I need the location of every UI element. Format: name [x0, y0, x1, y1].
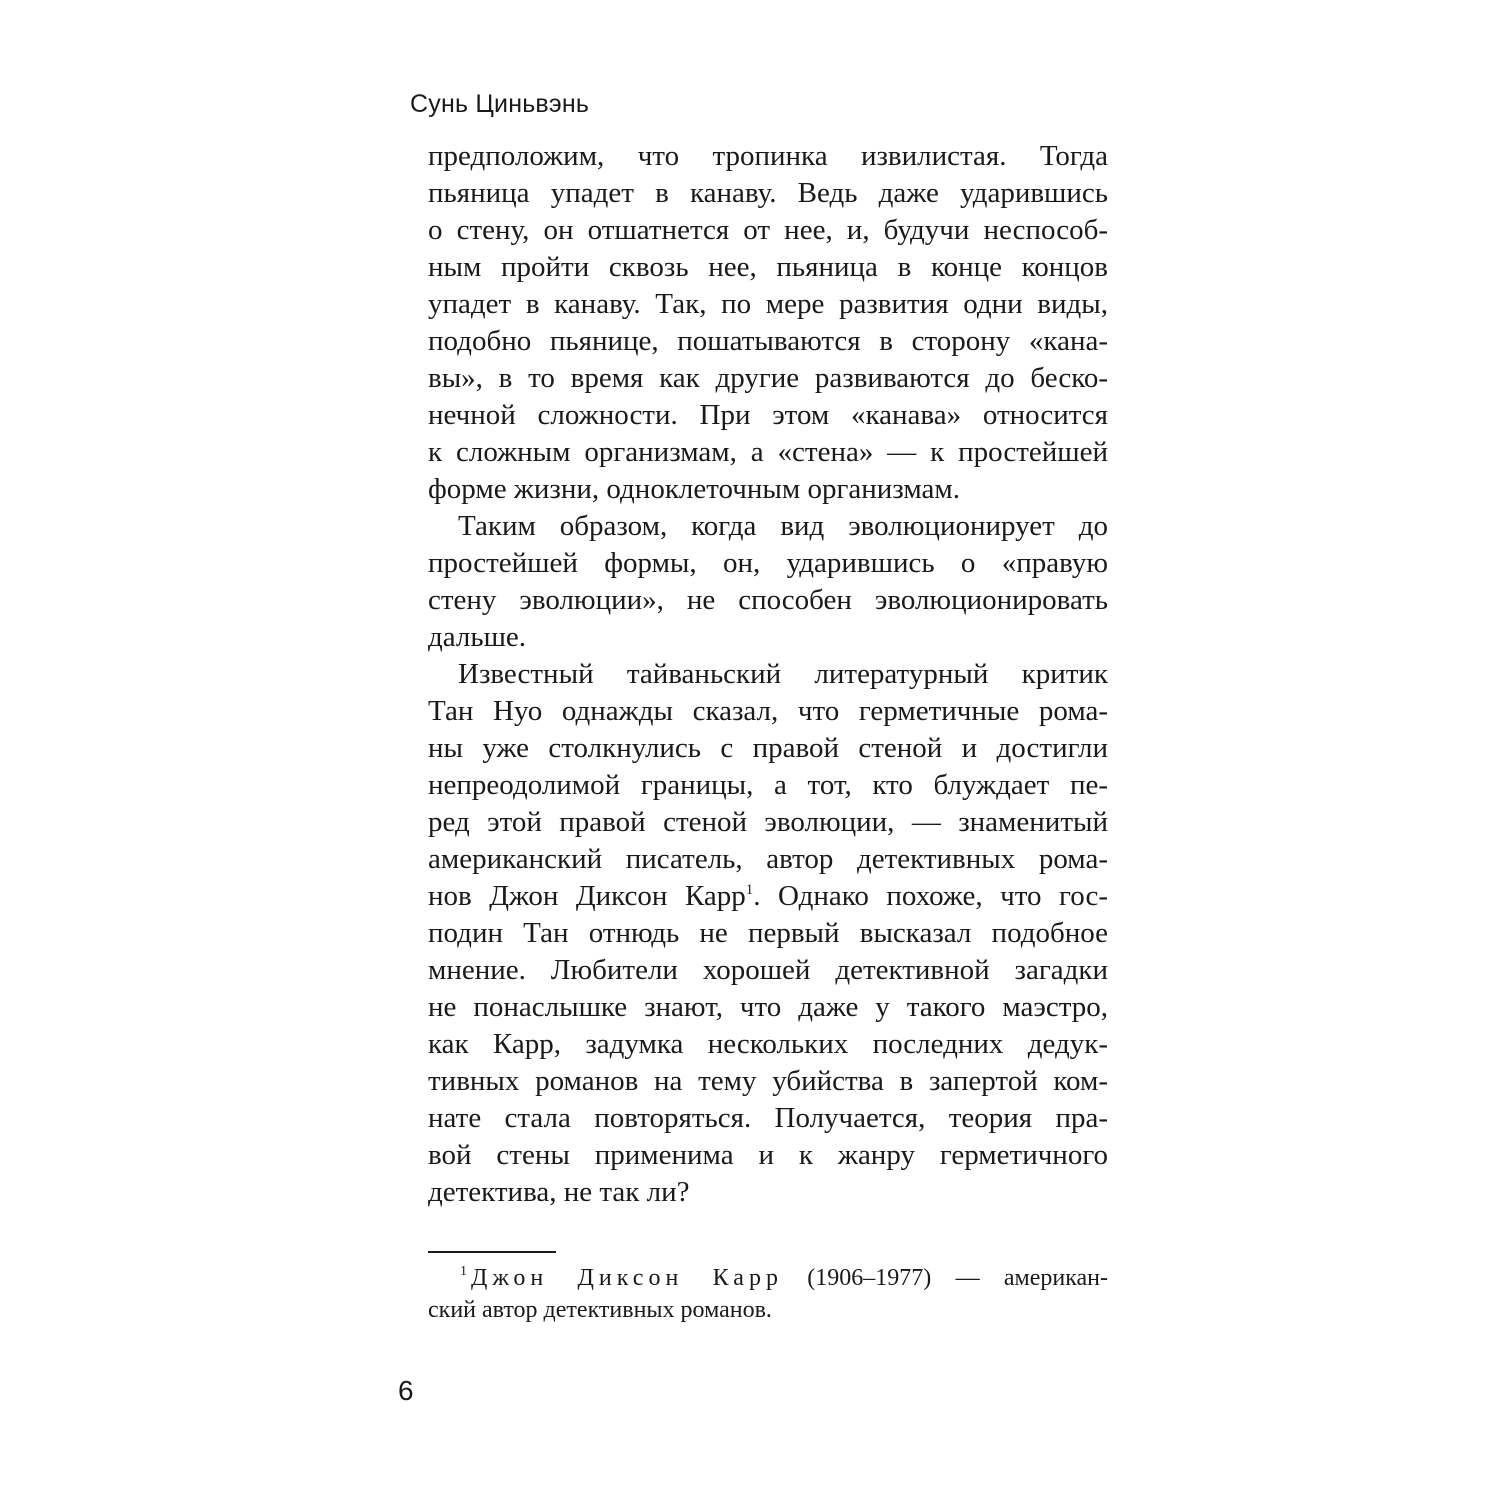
text-line: простейшей формы, он, ударившись о «правую: [428, 547, 1108, 579]
page-number: 6: [398, 1375, 414, 1406]
text-line-with-footnote-ref: [428, 878, 1108, 915]
text-line: вой стены применима и к жанру герметичного: [428, 1139, 1108, 1171]
footnote-line: ский автор детективных романов.: [428, 1297, 772, 1323]
text-line: тивных романов на тему убийства в запертой ком-: [428, 1065, 1108, 1097]
text-line: нечной сложности. При этом «канава» относится: [428, 399, 1108, 431]
text-line: к сложным организмам, а «стена» — к простейшей: [428, 436, 1108, 468]
footnote-line: [428, 1262, 1108, 1294]
text-line: Тан Нуо однажды сказал, что герметичные рома-: [428, 695, 1108, 727]
text-line: дальше.: [428, 621, 527, 653]
body-text: [428, 138, 1108, 1211]
text-line: подин Тан отнюдь не первый высказал подобное: [428, 917, 1108, 949]
text-line: Известный тайваньский литературный критик: [458, 658, 1108, 690]
footnote-first-line-rest: (1906–1977) — американ-: [807, 1265, 1108, 1291]
text-line: американский писатель, автор детективных рома-: [428, 843, 1108, 875]
footnote-mark: 1: [460, 1264, 467, 1279]
text-line: стену эволюции», не способен эволюционировать: [428, 584, 1108, 616]
footnote-divider: [428, 1251, 556, 1253]
text-line: вы», в то время как другие развиваются до беско-: [428, 362, 1108, 394]
carr-line-before: нов Джон Диксон Карр: [428, 880, 746, 912]
text-line: непреодолимой границы, а тот, кто блуждает пе-: [428, 769, 1108, 801]
text-line: пьяница упадет в канаву. Ведь даже ударившись: [428, 177, 1108, 209]
text-line: подобно пьянице, пошатываются в сторону «кана-: [428, 325, 1108, 357]
text-line: нате стала повторяться. Получается, теория пра-: [428, 1102, 1108, 1134]
footnote-reference: 1: [745, 882, 754, 898]
text-line: не понаслышке знают, что даже у такого маэстро,: [428, 991, 1108, 1023]
text-line: о стену, он отшатнется от нее, и, будучи неспособ-: [428, 214, 1108, 246]
text-line: форме жизни, одноклеточным организмам.: [428, 473, 960, 505]
text-line: детектива, не так ли?: [428, 1176, 690, 1208]
carr-line-after: . Однако похоже, что гос-: [753, 880, 1108, 912]
text-line: предположим, что тропинка извилистая. Тогда: [428, 140, 1108, 172]
text-line: мнение. Любители хорошей детективной загадки: [428, 954, 1108, 986]
footnote-name: Джон Диксон Карр: [471, 1265, 783, 1291]
text-line: ны уже столкнулись с правой стеной и достигли: [428, 732, 1108, 764]
text-line: как Карр, задумка нескольких последних дедук-: [428, 1028, 1108, 1060]
footnote: [428, 1262, 1108, 1326]
text-line: ред этой правой стеной эволюции, — знаменитый: [428, 806, 1108, 838]
text-line: ным пройти сквозь нее, пьяница в конце концов: [428, 251, 1108, 283]
text-line: упадет в канаву. Так, по мере развития одни виды,: [428, 288, 1108, 320]
text-line: Таким образом, когда вид эволюционирует до: [458, 510, 1108, 542]
running-head: Сунь Циньвэнь: [410, 90, 590, 118]
